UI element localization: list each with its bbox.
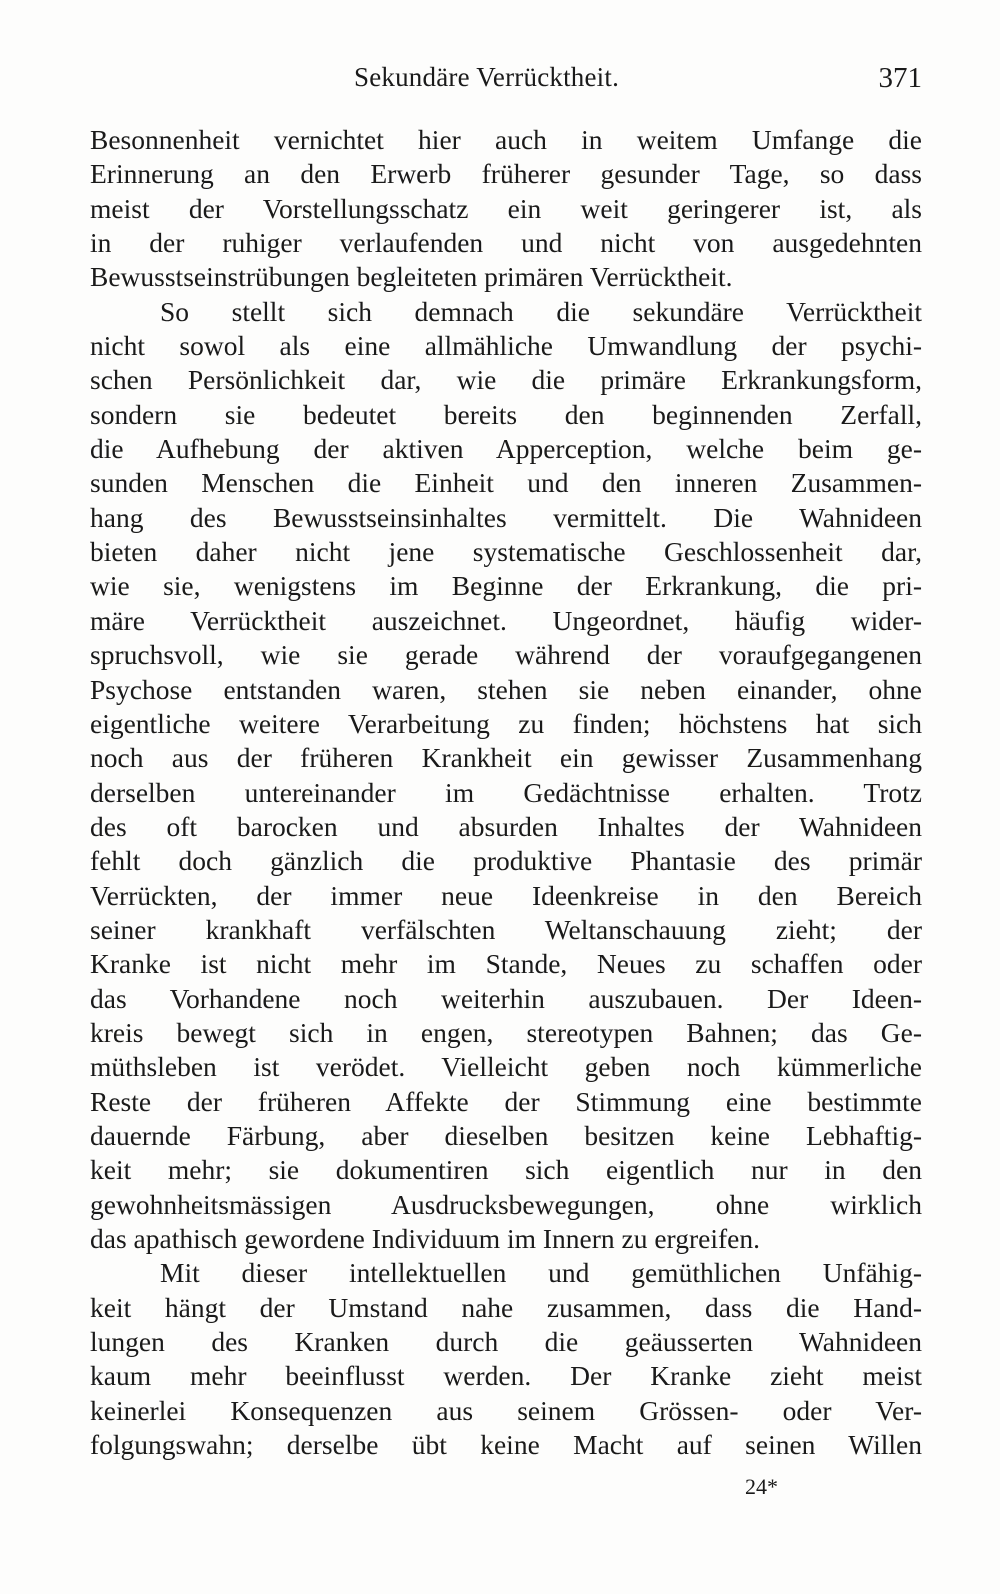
text-line: nicht sowol als eine allmähliche Umwandlung der psychi-	[90, 330, 922, 362]
text-line: Besonnenheit vernichtet hier auch in weitem Umfange die	[90, 124, 922, 155]
page-number: 371	[878, 62, 922, 94]
text-line: fehlt doch gänzlich die produktive Phantasie des primär	[90, 845, 922, 877]
running-title: Sekundäre Verrücktheit.	[354, 62, 620, 92]
text-line: keit mehr; sie dokumentiren sich eigentlich nur in den	[90, 1154, 922, 1186]
page-header	[90, 62, 922, 102]
text-line: in der ruhiger verlaufenden und nicht von ausgedehnten	[90, 227, 922, 259]
text-line: wie sie, wenigstens im Beginne der Erkrankung, die pri-	[90, 570, 922, 602]
text-line: kaum mehr beeinflusst werden. Der Kranke zieht meist	[90, 1360, 922, 1392]
text-line: des oft barocken und absurden Inhaltes der Wahnideen	[90, 810, 922, 842]
text-line: Erinnerung an den Erwerb früherer gesunder Tage, so dass	[90, 158, 922, 190]
text-line: keinerlei Konsequenzen aus seinem Grössen- oder Ver-	[90, 1394, 922, 1426]
text-line: Bewusstseinstrübungen begleiteten primären Verrücktheit.	[90, 261, 733, 293]
text-line: spruchsvoll, wie sie gerade während der voraufgegangenen	[90, 639, 922, 671]
text-line: dauernde Färbung, aber dieselben besitzen keine Lebhaftig-	[90, 1119, 922, 1151]
text-line: seiner krankhaft verfälschten Weltanschauung zieht; der	[90, 913, 922, 945]
text-line: müthsleben ist verödet. Vielleicht geben noch kümmerliche	[90, 1051, 922, 1083]
text-line: bieten daher nicht jene systematische Geschlossenheit dar,	[90, 536, 922, 568]
text-line: noch aus der früheren Krankheit ein gewisser Zusammenhang	[90, 742, 922, 774]
text-line: gewohnheitsmässigen Ausdrucksbewegungen, ohne wirklich	[90, 1188, 922, 1220]
text-line: hang des Bewusstseinsinhaltes vermittelt. Die Wahnideen	[90, 501, 922, 533]
text-line: das Vorhandene noch weiterhin auszubauen. Der Ideen-	[90, 982, 922, 1014]
signature-mark: 24*	[745, 1474, 778, 1499]
text-line: Reste der früheren Affekte der Stimmung eine bestimmte	[90, 1085, 922, 1117]
text-line: sondern sie bedeutet bereits den beginnenden Zerfall,	[90, 398, 922, 430]
text-line: keit hängt der Umstand nahe zusammen, dass die Hand-	[90, 1291, 922, 1323]
text-line: sunden Menschen die Einheit und den inneren Zusammen-	[90, 467, 922, 499]
body-text	[90, 123, 922, 1462]
text-line: folgungswahn; derselbe übt keine Macht auf seinen Willen	[90, 1429, 922, 1461]
text-line: schen Persönlichkeit dar, wie die primäre Erkrankungsform,	[90, 364, 922, 396]
text-line: Kranke ist nicht mehr im Stande, Neues zu schaffen oder	[90, 948, 922, 980]
text-line: derselben untereinander im Gedächtnisse erhalten. Trotz	[90, 776, 922, 808]
text-line: Verrückten, der immer neue Ideenkreise in den Bereich	[90, 879, 922, 911]
text-line: So stellt sich demnach die sekundäre Verrücktheit	[160, 295, 922, 327]
text-line: märe Verrücktheit auszeichnet. Ungeordnet, häufig wider-	[90, 604, 922, 636]
text-line: eigentliche weitere Verarbeitung zu finden; höchstens hat sich	[90, 707, 922, 739]
text-line: Psychose entstanden waren, stehen sie neben einander, ohne	[90, 673, 922, 705]
text-line: kreis bewegt sich in engen, stereotypen Bahnen; das Ge-	[90, 1016, 922, 1048]
text-line: lungen des Kranken durch die geäusserten Wahnideen	[90, 1326, 922, 1358]
text-line: meist der Vorstellungsschatz ein weit geringerer ist, als	[90, 192, 922, 224]
text-line: die Aufhebung der aktiven Apperception, welche beim ge-	[90, 433, 922, 465]
text-line: das apathisch gewordene Individuum im Innern zu ergreifen.	[90, 1223, 760, 1254]
text-line: Mit dieser intellektuellen und gemüthlichen Unfähig-	[160, 1257, 922, 1289]
